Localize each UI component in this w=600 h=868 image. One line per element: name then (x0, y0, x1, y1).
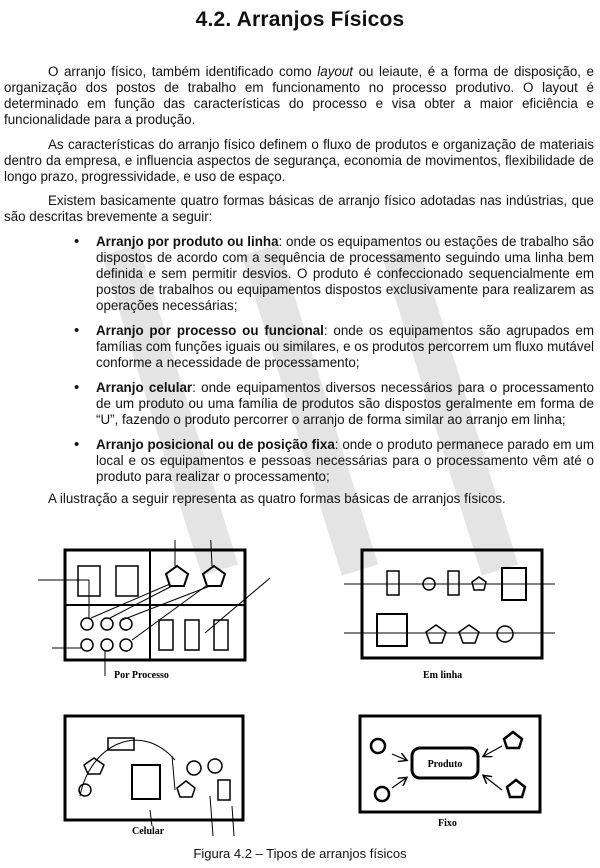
list-item: • Arranjo celular: onde equipamentos diversos necessários para o processamento de um produto ou uma família de produtos são dispostos geralmente em forma de “U”, fazendo o produto percorrer o arranjo de forma similar ao arranjo em linha; (74, 379, 594, 427)
paragraph-four-forms: Existem basicamente quatro formas básicas de arranjo físico adotadas nas indústrias, que são descritas brevemente a seguir: (4, 193, 594, 224)
cellular-layout-diagram (65, 716, 243, 836)
label-produto: Produto (427, 759, 463, 770)
layout-types-list (74, 234, 594, 494)
label-em-linha: Em linha (423, 670, 463, 681)
list-item: • Arranjo posicional ou de posição fixa: onde o produto permanece parado em um local e os equipamentos e pessoas necessárias para o processamento vêm até o produto para realizar o processamento; (74, 436, 594, 484)
layout-types-figure (0, 540, 600, 840)
label-fixo: Fixo (438, 818, 457, 829)
paragraph-illustration: A ilustração a seguir representa as quatro formas básicas de arranjos físicos. (48, 491, 506, 506)
figure-caption: Figura 4.2 – Tipos de arranjos físicos (193, 846, 407, 861)
paragraph-characteristics: As características do arranjo físico definem o fluxo de produtos e organização de materiais dentro da empresa, e influencia aspectos de segurança, economia de movimentos, flexibilidade de longo prazo, progressividade, e uso de espaço. (4, 137, 594, 184)
section-heading: 4.2. Arranjos Físicos (195, 8, 405, 31)
process-layout-diagram (38, 540, 270, 676)
paragraph-intro: O arranjo físico, também identificado como layout ou leiaute, é a forma de disposição, e organização dos postos de trabalho em funcionamento no processo produtivo. O layout é determinado em função das características do processo e visa obter a maior eficiência e funcionalidade para a produção. (4, 64, 594, 127)
list-item: • Arranjo por processo ou funcional: onde os equipamentos são agrupados em famílias com funções iguais ou similares, e os produtos percorrem um fluxo mutável conforme a necessidade de processamento; (74, 322, 594, 370)
bullet-icon: • (74, 322, 80, 339)
product-layout-diagram (344, 550, 555, 658)
bullet-icon: • (74, 379, 80, 396)
list-item: • Arranjo por produto ou linha: onde os equipamentos ou estações de trabalho são dispostos de acordo com a sequência de processamento seguindo uma linha bem definida e sem permitir desvios. O produto é confeccionado sequencialmente em postos de trabalhos ou equipamentos dispostos exclusivamente para realizarem as operações necessárias; (74, 233, 594, 313)
label-celular: Celular (132, 826, 165, 837)
bullet-icon: • (74, 233, 80, 250)
label-por-processo: Por Processo (114, 670, 169, 681)
bullet-icon: • (74, 436, 80, 453)
